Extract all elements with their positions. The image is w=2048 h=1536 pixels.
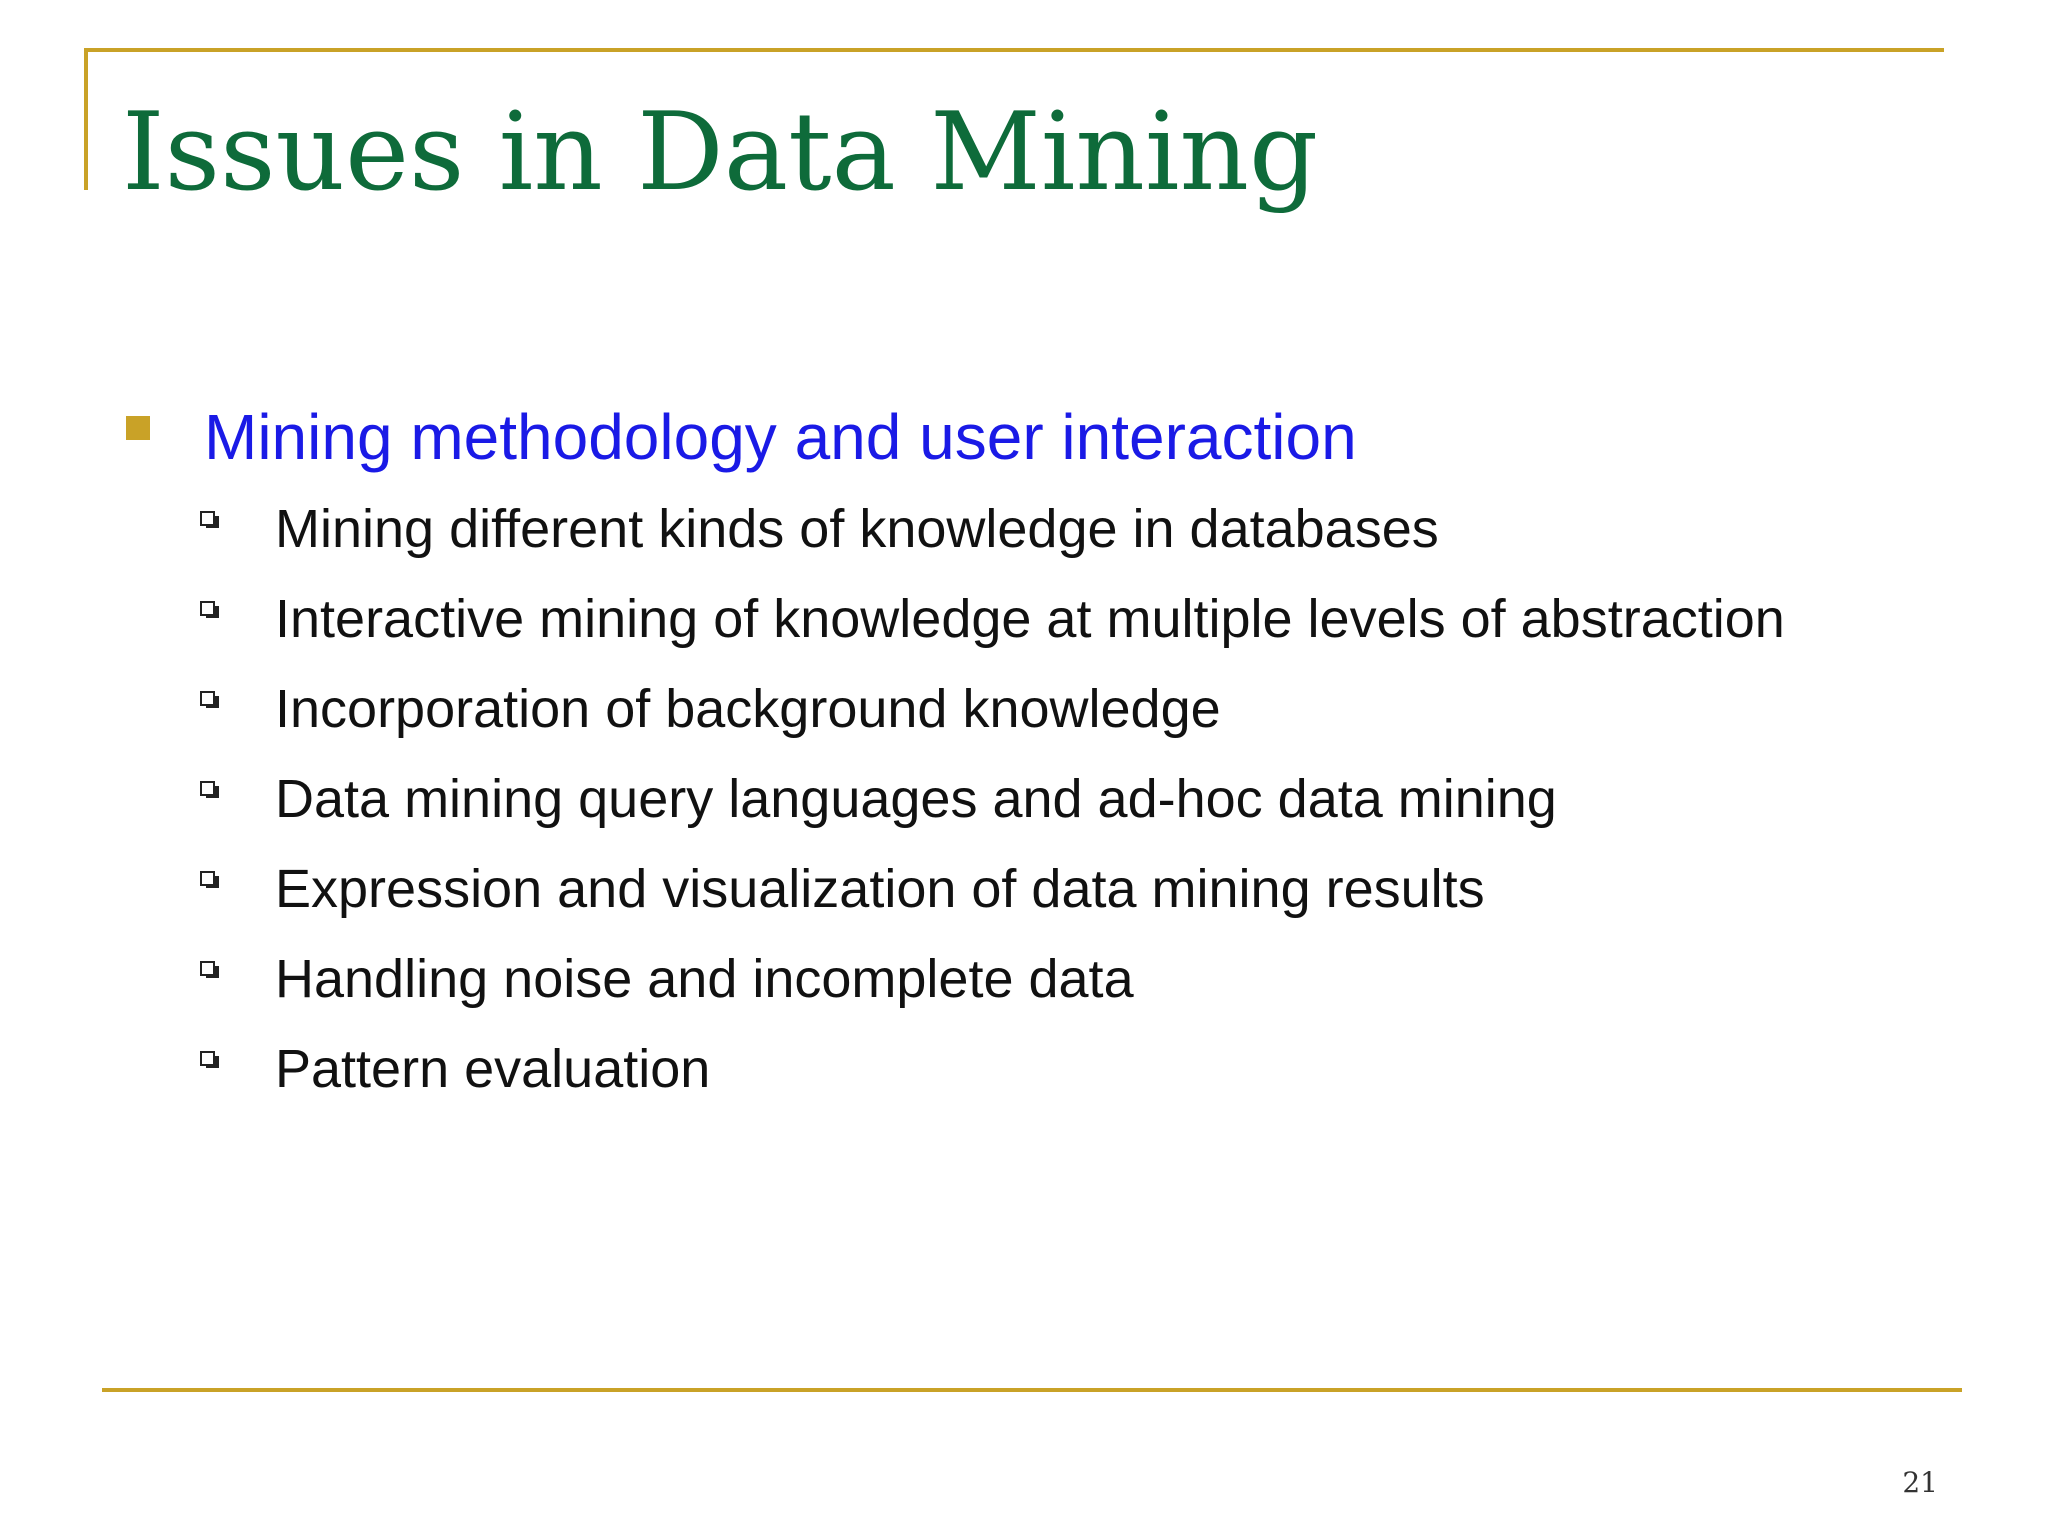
main-bullet-item [126,400,1357,474]
list-item [200,574,1785,664]
slide-title: Issues in Data Mining [122,90,1319,215]
box-bullet-icon [200,1051,215,1066]
box-bullet-icon [200,871,215,886]
title-left-divider [84,48,88,190]
bottom-divider [102,1388,1962,1392]
list-item [200,934,1785,1024]
list-item [200,664,1785,754]
square-bullet-icon [126,416,150,440]
list-item-label: Incorporation of background knowledge [275,679,1221,739]
main-bullet-label: Mining methodology and user interaction [204,401,1357,473]
list-item-label: Interactive mining of knowledge at multiple levels of abstraction [275,589,1785,649]
box-bullet-icon [200,511,215,526]
box-bullet-icon [200,961,215,976]
sub-bullet-list [200,484,1785,1114]
page-number: 21 [1902,1466,1938,1499]
list-item [200,844,1785,934]
list-item-label: Expression and visualization of data mining results [275,859,1485,919]
list-item-label: Mining different kinds of knowledge in databases [275,499,1439,559]
list-item-label: Data mining query languages and ad-hoc data mining [275,769,1557,829]
list-item [200,1024,1785,1114]
list-item-label: Pattern evaluation [275,1039,711,1099]
box-bullet-icon [200,691,215,706]
box-bullet-icon [200,601,215,616]
list-item [200,484,1785,574]
box-bullet-icon [200,781,215,796]
top-divider [84,48,1944,52]
list-item [200,754,1785,844]
list-item-label: Handling noise and incomplete data [275,949,1134,1009]
